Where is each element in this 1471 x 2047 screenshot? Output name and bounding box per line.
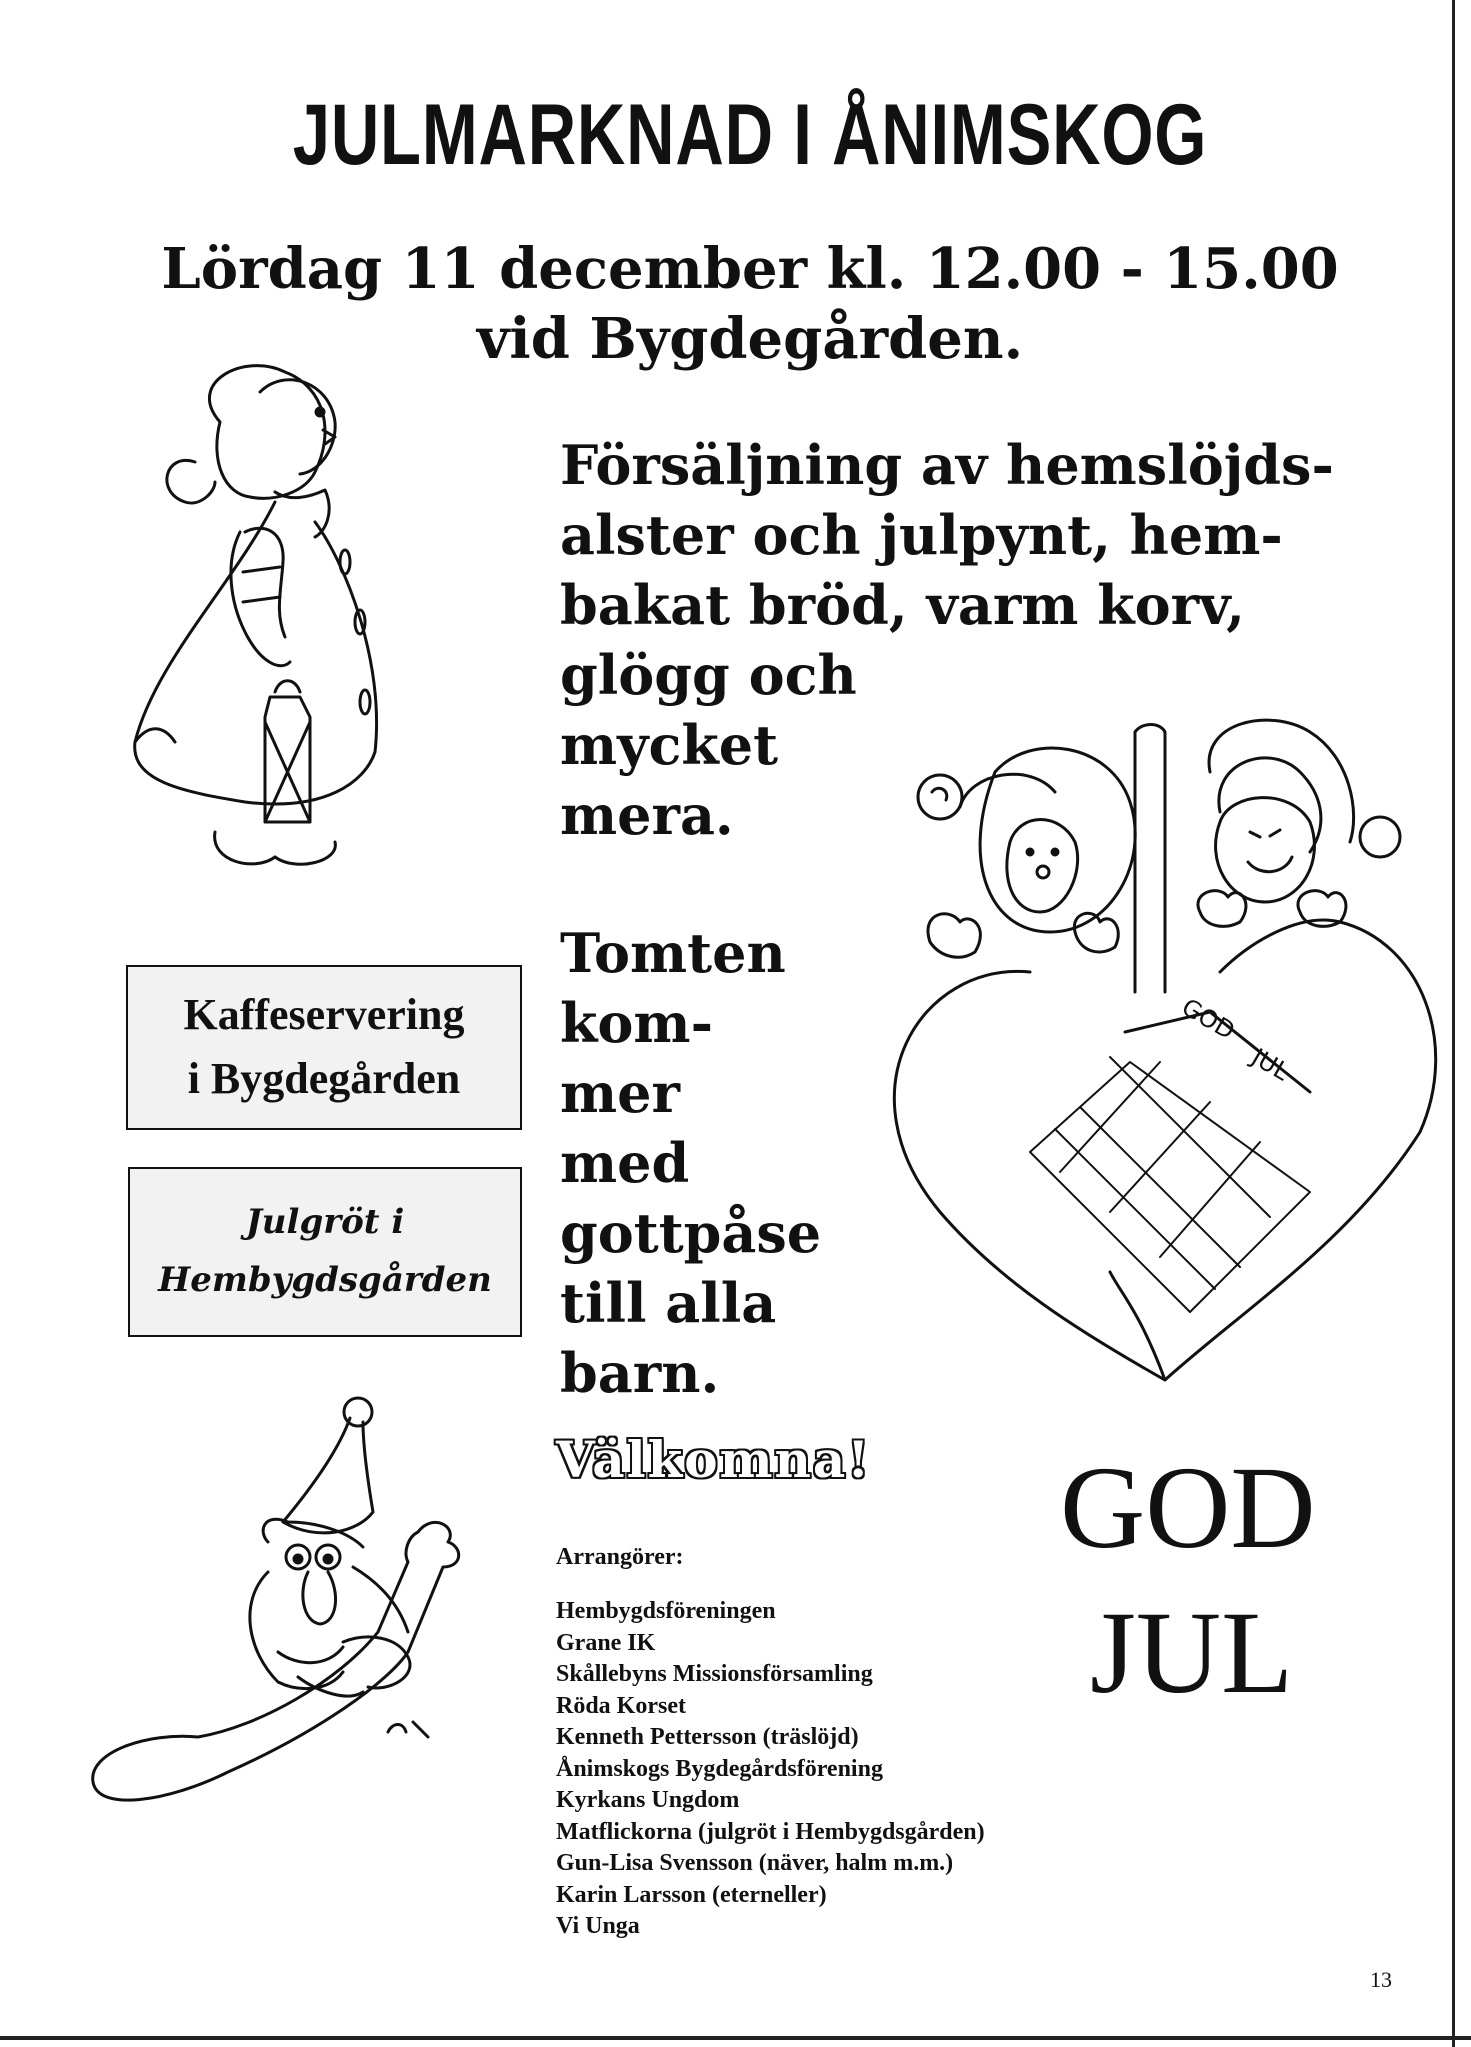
sale-line: bakat bröd, varm korv, (560, 573, 1245, 637)
organizer-item: Grane IK (556, 1629, 656, 1656)
tomten-line: till alla (560, 1271, 777, 1335)
porridge-box (128, 1167, 522, 1337)
organizer-item: Matflickorna (julgröt i Hembygdsgården) (556, 1818, 985, 1845)
poster-title: JULMARKNAD I ÅNIMSKOG (292, 87, 1208, 183)
sale-line: mycket (560, 713, 779, 777)
tomte-with-spoon-icon (88, 1392, 518, 1832)
tomten-line: mer (560, 1061, 680, 1125)
organizer-item: Ånimskogs Bygdegårdsförening (556, 1755, 883, 1782)
page-number: 13 (1370, 1967, 1392, 1992)
page-edge-bottom (0, 2036, 1471, 2040)
greeting-god: GOD (1060, 1442, 1316, 1573)
organizer-item: Vi Unga (556, 1913, 640, 1939)
coffee-box (126, 965, 522, 1130)
coffee-line: i Bygdegården (187, 1054, 461, 1103)
porridge-line: Hembygdsgården (158, 1260, 492, 1300)
organizer-item: Hembygdsföreningen (556, 1598, 776, 1624)
tomten-line: barn. (560, 1341, 720, 1405)
organizer-item: Skållebyns Missionsförsamling (556, 1661, 873, 1687)
event-date: Lördag 11 december kl. 12.00 - 15.00 (161, 236, 1339, 302)
heart-text-jul: JUL (1247, 1042, 1294, 1087)
heart-text-god: GOD (1177, 992, 1240, 1046)
sale-line: alster och julpynt, hem- (560, 503, 1283, 567)
organizer-item: Röda Korset (556, 1692, 686, 1719)
sale-line: glögg och (560, 643, 857, 707)
event-venue: vid Bygdegården. (476, 306, 1024, 372)
tomten-line: med (560, 1131, 690, 1195)
sale-line: mera. (560, 783, 734, 847)
welcome-text: Välkomna! (556, 1430, 872, 1489)
organizer-item: Karin Larsson (eterneller) (556, 1881, 827, 1908)
tomtar-in-heart-icon (880, 712, 1440, 1402)
tomten-line: gottpåse (560, 1201, 822, 1265)
tomten-line: Tomten (560, 921, 786, 985)
organizer-item: Gun-Lisa Svensson (näver, halm m.m.) (556, 1850, 954, 1876)
organizers-list (556, 1596, 985, 1943)
porridge-line: Julgröt i (245, 1202, 405, 1242)
organizer-item: Kyrkans Ungdom (556, 1787, 740, 1813)
girl-with-lantern-icon (125, 362, 425, 922)
tomten-line: kom- (560, 991, 713, 1055)
sale-line: Försäljning av hemslöjds- (560, 433, 1334, 497)
organizer-item: Kenneth Pettersson (träslöjd) (556, 1724, 859, 1750)
organizers-heading: Arrangörer: (556, 1544, 684, 1570)
page-edge-right (1452, 0, 1455, 2047)
tomten-text (560, 918, 821, 1408)
greeting-jul: JUL (1090, 1587, 1294, 1718)
coffee-line: Kaffeservering (183, 990, 465, 1039)
